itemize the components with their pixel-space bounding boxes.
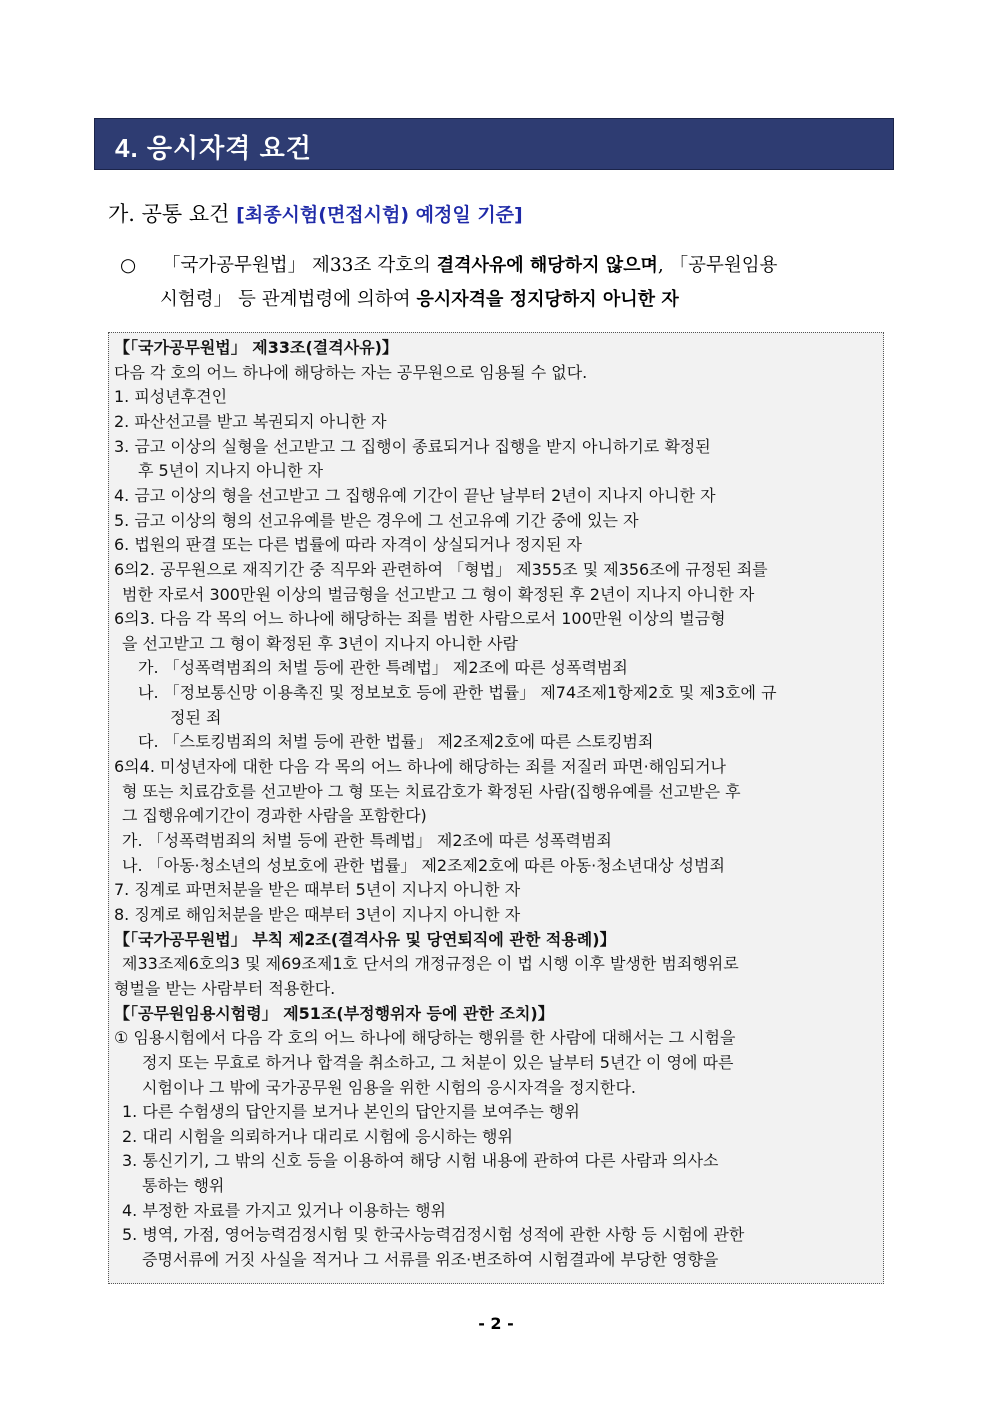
- law-line: 6. 법원의 판결 또는 다른 법률에 따라 자격이 상실되거나 정지된 자: [114, 535, 582, 555]
- subsection-heading: [108, 198, 523, 228]
- bullet-marker: ○: [120, 255, 137, 276]
- law-line: 을 선고받고 그 형이 확정된 후 3년이 지나지 아니한 사람: [122, 633, 518, 653]
- law-line: 2. 대리 시험을 의뢰하거나 대리로 시험에 응시하는 행위: [122, 1126, 513, 1146]
- law-line: 4. 부정한 자료를 가지고 있거나 이용하는 행위: [122, 1200, 446, 1220]
- law-line: 7. 징계로 파면처분을 받은 때부터 5년이 지나지 아니한 자: [114, 880, 521, 900]
- law-line: 1. 피성년후견인: [114, 387, 228, 407]
- law-line: 제33조제6호의3 및 제69조제1호 단서의 개정규정은 이 법 시행 이후 발생한 범죄행위로: [122, 954, 739, 974]
- law-line: 6의4. 미성년자에 대한 다음 각 목의 어느 하나에 해당하는 죄를 저질러 파면·해임되거나: [114, 757, 726, 777]
- law-line: 시험이나 그 밖에 국가공무원 임용을 위한 시험의 응시자격을 정지한다.: [142, 1077, 636, 1097]
- law-line: 통하는 행위: [142, 1176, 225, 1196]
- law-line: 정지 또는 무효로 하거나 합격을 취소하고, 그 처분이 있은 날부터 5년간 이 영에 따른: [142, 1052, 734, 1072]
- subsection-emphasis: [최종시험(면접시험) 예정일 기준]: [236, 204, 523, 226]
- law-line: 가. 「성폭력범죄의 처벌 등에 관한 특례법」 제2조에 따른 성폭력범죄: [122, 831, 612, 850]
- law-line: 나. 「아동·청소년의 성보호에 관한 법률」 제2조제2호에 따른 아동·청소년대상 성범죄: [122, 855, 725, 875]
- bullet-line-1: [120, 251, 778, 277]
- law-heading: 【「국가공무원법」 부칙 제2조(결격사유 및 당연퇴직에 관한 적용례)】: [114, 929, 616, 949]
- bullet-text-c: , 「공무원임용: [657, 255, 778, 276]
- law-heading: 【「공무원임용시험령」 제51조(부정행위자 등에 관한 조치)】: [114, 1003, 554, 1023]
- law-line: 후 5년이 지나지 아니한 자: [138, 461, 324, 481]
- law-line: 형 또는 치료감호를 선고받아 그 형 또는 치료감호가 확정된 사람(집행유예를 선고받은 후: [122, 781, 741, 801]
- law-line: 다음 각 호의 어느 하나에 해당하는 자는 공무원으로 임용될 수 없다.: [114, 362, 588, 382]
- law-line: 다. 「스토킹범죄의 처벌 등에 관한 법률」 제2조제2호에 따른 스토킹범죄: [138, 732, 654, 752]
- law-line: 8. 징계로 해임처분을 받은 때부터 3년이 지나지 아니한 자: [114, 904, 521, 924]
- law-line: 5. 금고 이상의 형의 선고유예를 받은 경우에 그 선고유예 기간 중에 있는 자: [114, 510, 639, 530]
- law-line: 1. 다른 수험생의 답안지를 보거나 본인의 답안지를 보여주는 행위: [122, 1102, 580, 1122]
- law-line: 2. 파산선고를 받고 복권되지 아니한 자: [114, 411, 387, 431]
- law-line: 3. 통신기기, 그 밖의 신호 등을 이용하여 해당 시험 내용에 관하여 다른 사람과 의사소: [122, 1151, 719, 1171]
- law-heading: 【「국가공무원법」 제33조(결격사유)】: [114, 338, 398, 357]
- law-line: 5. 병역, 가점, 영어능력검정시험 및 한국사능력검정시험 성적에 관한 사항 등 시험에 관한: [122, 1225, 745, 1245]
- bullet-text-a: 「국가공무원법」 제33조 각호의: [161, 255, 437, 276]
- law-line: 4. 금고 이상의 형을 선고받고 그 집행유예 기간이 끝난 날부터 2년이 지나지 아니한 자: [114, 485, 716, 505]
- bullet-line-2: [160, 285, 679, 311]
- law-line: 범한 자로서 300만원 이상의 벌금형을 선고받고 그 형이 확정된 후 2년이 지나지 아니한 자: [122, 584, 755, 604]
- law-line: 그 집행유예기간이 경과한 사람을 포함한다): [122, 806, 427, 826]
- page-number: - 2 -: [478, 1314, 514, 1333]
- law-line: 3. 금고 이상의 실형을 선고받고 그 집행이 종료되거나 집행을 받지 아니하기로 확정된: [114, 436, 711, 456]
- law-line: 나. 「정보통신망 이용촉진 및 정보보호 등에 관한 법률」 제74조제1항제2호 및 제3호에 규: [138, 683, 777, 703]
- bullet-text-d: 시험령」 등 관계법령에 의하여: [160, 289, 417, 310]
- law-line: 6의3. 다음 각 목의 어느 하나에 해당하는 죄를 범한 사람으로서 100만원 이상의 벌금형: [114, 609, 726, 629]
- section-header: [94, 118, 894, 170]
- law-line: 형벌을 받는 사람부터 적용한다.: [114, 978, 336, 998]
- law-line: ① 임용시험에서 다음 각 호의 어느 하나에 해당하는 행위를 한 사람에 대해서는 그 시험을: [114, 1028, 736, 1048]
- law-line: 정된 죄: [170, 707, 222, 727]
- law-line: 증명서류에 거짓 사실을 적거나 그 서류를 위조·변조하여 시험결과에 부당한 영향을: [142, 1250, 719, 1270]
- bullet-text-bold-b: 응시자격을 정지당하지 아니한 자: [416, 289, 679, 310]
- subsection-prefix: 가. 공통 요건: [108, 202, 230, 226]
- section-title: 4. 응시자격 요건: [115, 133, 312, 163]
- bullet-text-bold-a: 결격사유에 해당하지 않으며: [436, 255, 658, 276]
- law-line: 가. 「성폭력범죄의 처벌 등에 관한 특례법」 제2조에 따른 성폭력범죄: [138, 658, 628, 678]
- law-line: 6의2. 공무원으로 재직기간 중 직무와 관련하여 「형법」 제355조 및 제356조에 규정된 죄를: [114, 559, 768, 579]
